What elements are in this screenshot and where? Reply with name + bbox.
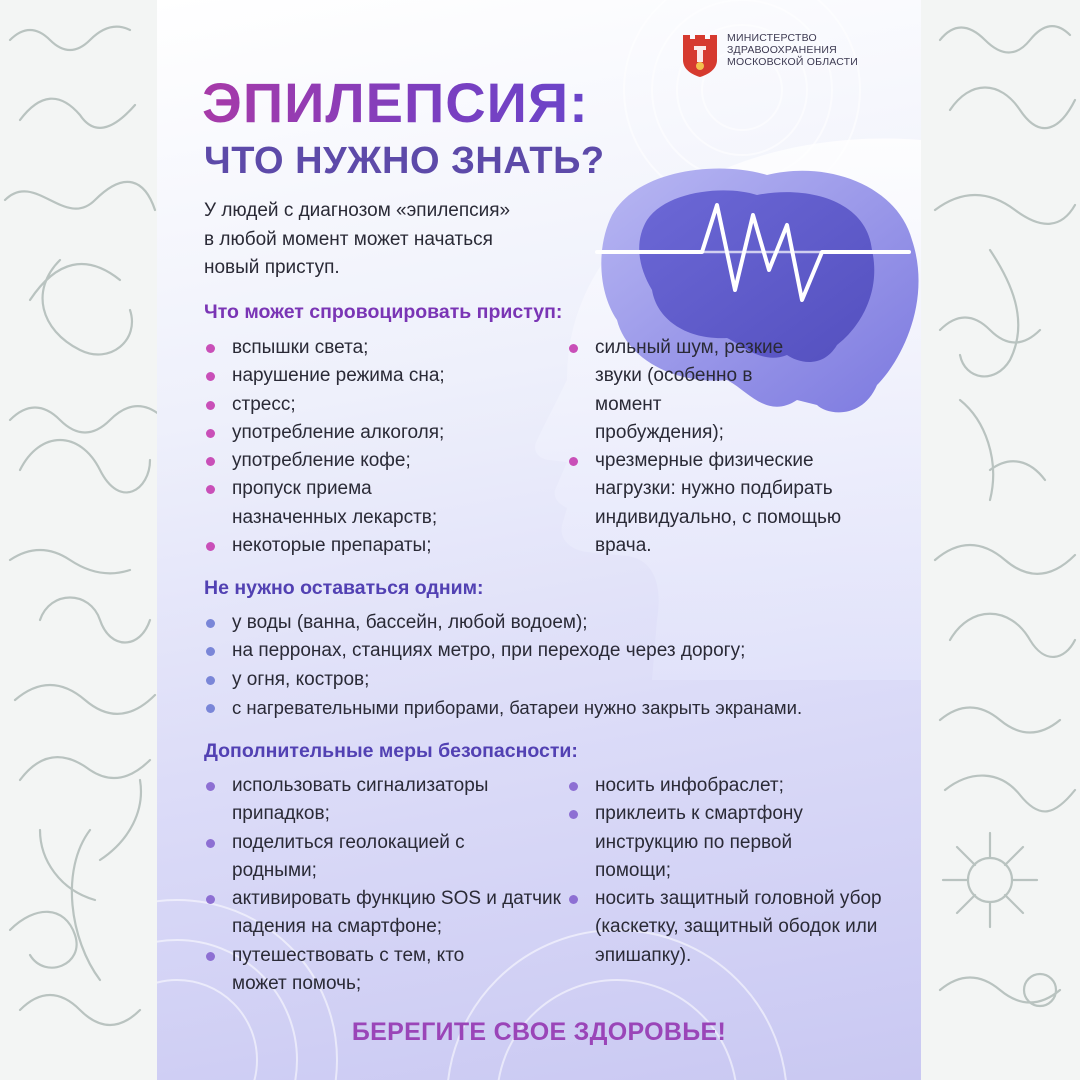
list-item: некоторые препараты; xyxy=(204,532,534,560)
triggers-list-right xyxy=(567,334,867,560)
list-item: вспышки света; xyxy=(204,334,534,362)
ministry-logo xyxy=(681,32,858,78)
triggers-list-left xyxy=(204,334,534,560)
bullet-icon xyxy=(569,457,578,466)
bullet-icon xyxy=(206,344,215,353)
list-item: у воды (ванна, бассейн, любой водоем); xyxy=(204,609,904,637)
ministry-line-1: МИНИСТЕРСТВО xyxy=(727,32,817,44)
intro-text xyxy=(204,197,574,283)
list-item: активировать функцию SOS и датчик падения на смартфоне; xyxy=(204,885,567,942)
bullet-icon xyxy=(206,401,215,410)
bullet-icon xyxy=(206,782,215,791)
list-item: путешествовать с тем, кто может помочь; xyxy=(204,942,502,999)
not-alone-heading: Не нужно оставаться одним: xyxy=(204,577,484,599)
bullet-icon xyxy=(206,429,215,438)
bullet-icon xyxy=(206,485,215,494)
list-item: нарушение режима сна; xyxy=(204,362,534,390)
bullet-icon xyxy=(569,810,578,819)
list-item: чрезмерные физические нагрузки: нужно подбирать индивидуально, с помощью врача. xyxy=(567,447,880,560)
page-title: ЭПИЛЕПСИЯ: xyxy=(202,71,589,134)
moscow-region-coat-of-arms-icon xyxy=(681,32,719,78)
list-item: пропуск приема назначенных лекарств; xyxy=(204,475,482,532)
safety-list-right xyxy=(567,772,882,970)
list-item: стресс; xyxy=(204,391,534,419)
bullet-icon xyxy=(569,344,578,353)
list-item: употребление кофе; xyxy=(204,447,534,475)
bullet-icon xyxy=(206,619,215,628)
list-item: носить инфобраслет; xyxy=(567,772,877,800)
triggers-heading: Что может спровоцировать приступ: xyxy=(204,301,563,323)
list-item: использовать сигнализаторы припадков; xyxy=(204,772,552,829)
intro-line: У людей с диагнозом «эпилепсия» xyxy=(204,200,511,221)
bullet-icon xyxy=(569,782,578,791)
footer-slogan: БЕРЕГИТЕ СВОЕ ЗДОРОВЬЕ! xyxy=(351,1018,727,1046)
list-item: сильный шум, резкие звуки (особенно в момент пробуждения); xyxy=(567,334,795,447)
page-subtitle: ЧТО НУЖНО ЗНАТЬ? xyxy=(204,140,605,182)
not-alone-list xyxy=(204,609,904,722)
list-item: у огня, костров; xyxy=(204,666,904,694)
bullet-icon xyxy=(569,895,578,904)
bullet-icon xyxy=(206,647,215,656)
intro-line: в любой момент может начаться xyxy=(204,228,493,250)
list-item: употребление алкоголя; xyxy=(204,419,534,447)
list-item: на перронах, станциях метро, при переходе через дорогу; xyxy=(204,637,904,665)
intro-line: новый приступ. xyxy=(204,257,340,278)
poster xyxy=(157,0,921,1080)
list-item: носить защитный головной убор (каскетку, защитный ободок или эпишапку). xyxy=(567,885,895,970)
bullet-icon xyxy=(206,704,215,713)
bullet-icon xyxy=(206,839,215,848)
list-item: поделиться геолокацией с родными; xyxy=(204,829,512,886)
safety-heading: Дополнительные меры безопасности: xyxy=(204,740,578,762)
bullet-icon xyxy=(206,895,215,904)
bullet-icon xyxy=(206,952,215,961)
safety-list-left xyxy=(204,772,561,998)
ministry-line-2: ЗДРАВООХРАНЕНИЯ xyxy=(727,44,837,56)
bullet-icon xyxy=(206,457,215,466)
bullet-icon xyxy=(206,676,215,685)
list-item: с нагревательными приборами, батареи нужно закрыть экранами. xyxy=(204,694,904,722)
bullet-icon xyxy=(206,372,215,381)
list-item: приклеить к смартфону инструкцию по первой помощи; xyxy=(567,800,865,885)
ministry-line-3: МОСКОВСКОЙ ОБЛАСТИ xyxy=(727,56,859,68)
bullet-icon xyxy=(206,542,215,551)
ministry-name xyxy=(727,32,858,68)
